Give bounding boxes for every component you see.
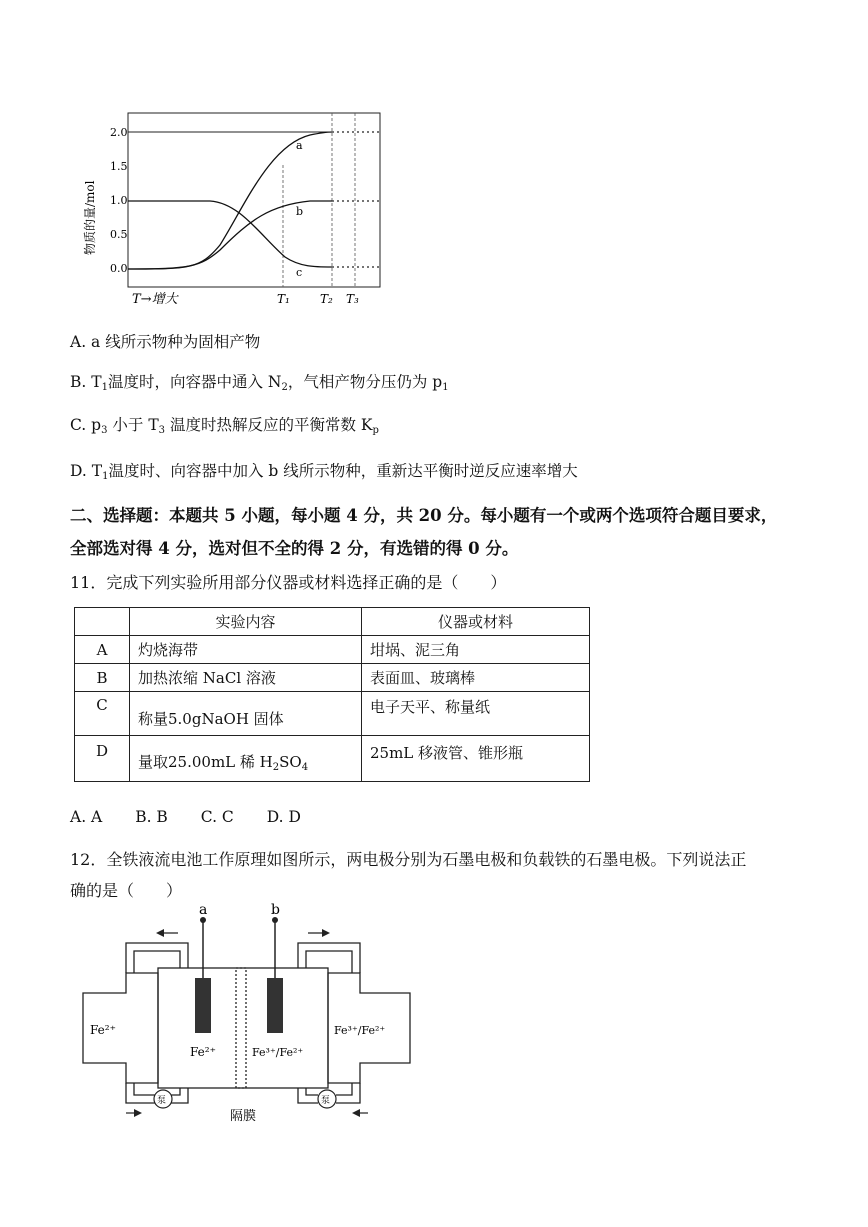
subscript: 2 — [272, 762, 280, 773]
option-text: ，气相产物分压仍为 p — [287, 373, 443, 391]
q12-stem-line2: 确的是（ ） — [70, 881, 183, 900]
q12-stem-line1: 12．全铁液流电池工作原理如图所示，两电极分别为石墨电极和负载铁的石墨电极。下列说法正 — [70, 850, 747, 869]
table-header-cell: 仪器或材料 — [362, 608, 590, 636]
option-text: C. p — [70, 416, 102, 434]
electrode-b — [267, 978, 283, 1033]
table-row — [75, 664, 590, 692]
row-material: 坩埚、泥三角 — [362, 636, 590, 664]
row-content: 灼烧海带 — [130, 636, 362, 664]
table-row — [75, 692, 590, 736]
choice-d[interactable]: D. D — [266, 808, 301, 826]
subscript: 3 — [101, 425, 108, 436]
row-content: 加热浓缩 NaCl 溶液 — [130, 664, 362, 692]
x-axis-label: T→增大 — [132, 292, 178, 307]
option-text: A. a 线所示物种为固相产物 — [70, 333, 261, 351]
curve-label-c: c — [296, 266, 303, 279]
q10-option-c — [70, 413, 379, 436]
choice-a[interactable]: A. A — [70, 808, 103, 826]
choice-c[interactable]: C. C — [200, 808, 234, 826]
row-content — [130, 736, 362, 782]
row-label: B — [75, 664, 130, 692]
table-row — [75, 736, 590, 782]
q10-option-d — [70, 459, 578, 482]
q10-option-b — [70, 370, 449, 393]
option-text: 温度时，向容器中通入 N — [107, 373, 282, 391]
curve-label-b: b — [296, 205, 304, 218]
cell-body — [158, 968, 328, 1088]
pump-label: 泵 — [321, 1096, 331, 1106]
subscript: 4 — [301, 762, 309, 773]
electrode-label-a: a — [199, 902, 208, 918]
membrane — [236, 968, 246, 1088]
option-text: D. T — [70, 462, 103, 480]
row-content: 称量5.0gNaOH 固体 — [130, 692, 362, 736]
subscript: 1 — [101, 382, 108, 393]
table-row — [75, 636, 590, 664]
x-tick-label: T₃ — [346, 292, 359, 306]
content-text: SO — [279, 753, 302, 771]
curve-label-a: a — [296, 139, 303, 152]
choice-b[interactable]: B. B — [135, 808, 168, 826]
y-tick-label: 0.0 — [110, 262, 128, 275]
q10-option-a — [70, 330, 260, 352]
row-label: D — [75, 736, 130, 782]
flow-battery-diagram — [78, 898, 418, 1128]
pump-label: 泵 — [157, 1096, 167, 1106]
subscript: p — [372, 425, 379, 436]
section-heading-line2: 全部选对得 4 分，选对但不全的得 2 分，有选错的得 0 分。 — [70, 539, 519, 558]
membrane-label: 隔膜 — [230, 1109, 257, 1124]
left-tank-label: Fe²⁺ — [90, 1023, 116, 1037]
electrode-label-b: b — [271, 902, 280, 918]
subscript: 1 — [102, 471, 109, 482]
table-header-cell: 实验内容 — [130, 608, 362, 636]
subscript: 3 — [158, 425, 166, 436]
row-material: 表面皿、玻璃棒 — [362, 664, 590, 692]
y-tick-label: 1.5 — [110, 160, 128, 173]
chart-frame — [128, 113, 380, 287]
option-text: B. T — [70, 373, 102, 391]
subscript: 1 — [442, 382, 449, 393]
right-cell-label: Fe³⁺/Fe²⁺ — [252, 1046, 304, 1059]
row-label: A — [75, 636, 130, 664]
option-text: 温度时热解反应的平衡常数 K — [165, 416, 373, 434]
q11-choices — [70, 808, 329, 826]
right-tank-label: Fe³⁺/Fe²⁺ — [334, 1024, 386, 1037]
y-tick-label: 0.5 — [110, 228, 128, 241]
x-tick-label: T₂ — [320, 292, 333, 306]
electrode-a — [195, 978, 211, 1033]
content-text: 量取25.00mL 稀 H — [138, 753, 273, 771]
y-tick-label: 1.0 — [110, 194, 128, 207]
option-text: 温度时、向容器中加入 b 线所示物种，重新达平衡时逆反应速率增大 — [108, 462, 578, 480]
equilibrium-chart — [70, 105, 400, 310]
section-heading-line1: 二、选择题：本题共 5 小题，每小题 4 分，共 20 分。每小题有一个或两个选项符合题目要求， — [70, 506, 778, 525]
table-header-cell — [75, 608, 130, 636]
subscript: 2 — [281, 382, 288, 393]
q11-stem: 11．完成下列实验所用部分仪器或材料选择正确的是（ ） — [70, 573, 507, 592]
row-material: 25mL 移液管、锥形瓶 — [362, 736, 590, 782]
q11-table — [74, 607, 590, 782]
option-text: 小于 T — [107, 416, 159, 434]
left-cell-label: Fe²⁺ — [190, 1045, 216, 1059]
y-axis-label: 物质的量/mol — [83, 180, 97, 255]
row-material: 电子天平、称量纸 — [362, 692, 590, 736]
y-tick-label: 2.0 — [110, 126, 128, 139]
table-header-row — [75, 608, 590, 636]
row-label: C — [75, 692, 130, 736]
x-tick-label: T₁ — [277, 292, 290, 306]
